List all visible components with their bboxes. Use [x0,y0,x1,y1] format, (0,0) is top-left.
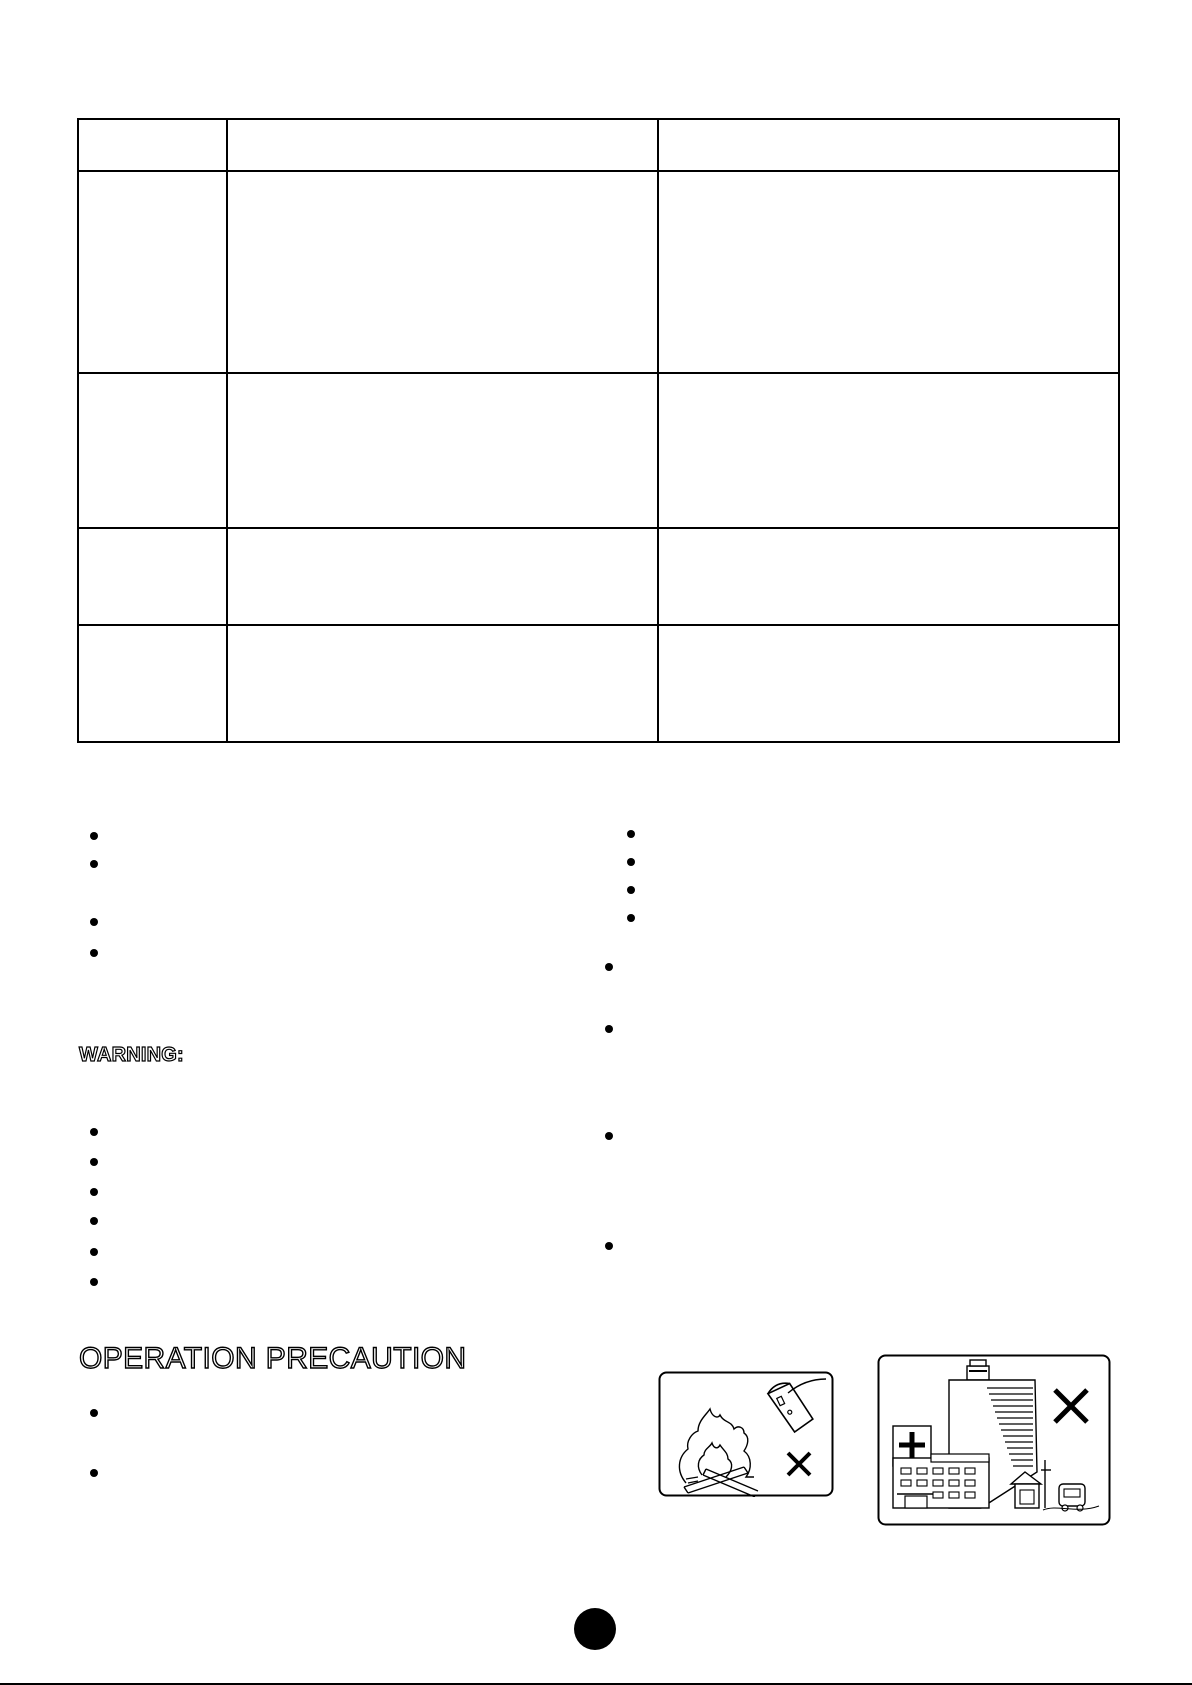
bullet-point [90,918,98,926]
bullet-point [627,858,635,866]
bullet-point [90,1409,98,1417]
bullet-point [627,914,635,922]
do-not-dispose-in-fire-icon [658,1371,834,1497]
bullet-point [90,1128,98,1136]
bullet-point [90,832,98,840]
do-not-use-near-hospitals-icon [877,1354,1111,1526]
bullet-point [605,1025,613,1033]
table-column-divider [226,118,228,743]
table-row-divider [77,527,1120,529]
bullet-point [90,1188,98,1196]
bullet-point [627,830,635,838]
table-header-divider [77,170,1120,172]
section-heading-operation-precaution: OPERATION PRECAUTION [79,1342,467,1375]
page-number [574,1608,616,1650]
bullet-point [90,1278,98,1286]
table-border-top [77,118,1120,120]
table-border-left [77,118,79,743]
bullet-point [605,1132,613,1140]
table-column-divider [657,118,659,743]
bullet-point [627,886,635,894]
bullet-point [90,1248,98,1256]
warning-label: WARNING: [79,1044,184,1066]
table-row-divider [77,624,1120,626]
table-border-right [1118,118,1120,743]
bullet-point [90,860,98,868]
precaution-table [77,118,1120,743]
bullet-point [90,1158,98,1166]
bullet-point [605,963,613,971]
bullet-point [90,1217,98,1225]
table-border-bottom [77,741,1120,743]
table-row-divider [77,372,1120,374]
bullet-point [90,949,98,957]
bullet-point [90,1469,98,1477]
bullet-point [605,1242,613,1250]
